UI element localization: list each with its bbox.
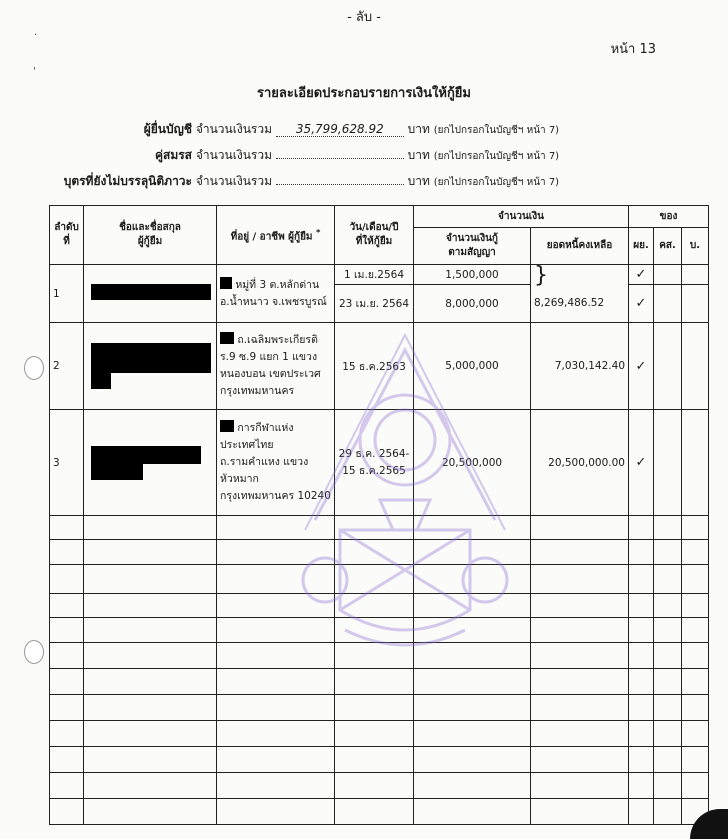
- empty-table-row: [50, 747, 709, 773]
- empty-cell: [531, 594, 629, 618]
- empty-cell: [335, 669, 414, 695]
- summary-total-label: จำนวนเงินรวม: [195, 174, 272, 188]
- empty-cell: [84, 669, 217, 695]
- empty-cell: [654, 594, 682, 618]
- emblem-watermark: [285, 330, 525, 660]
- empty-cell: [50, 618, 84, 643]
- redaction-bar: [91, 373, 111, 389]
- empty-cell: [682, 594, 709, 618]
- empty-cell: [531, 695, 629, 721]
- cell-balance: 20,500,000.00: [531, 410, 629, 516]
- binder-hole: [24, 640, 44, 664]
- empty-cell: [531, 773, 629, 799]
- redaction-bar: [220, 420, 234, 432]
- empty-cell: [682, 695, 709, 721]
- summary-currency: บาท: [407, 148, 430, 162]
- brace-mark: }: [534, 263, 548, 288]
- empty-cell: [414, 799, 531, 825]
- header-text: ที่อยู่ / อาชีพ ผู้กู้ยืม: [230, 231, 313, 243]
- empty-cell: [654, 695, 682, 721]
- summary-note: (ยกไปกรอกในบัญชีฯ หน้า 7): [433, 151, 560, 162]
- empty-cell: [84, 721, 217, 747]
- scan-speck: ·: [34, 30, 38, 41]
- empty-cell: [682, 643, 709, 669]
- empty-cell: [654, 773, 682, 799]
- cell-check-spouse: [654, 410, 682, 516]
- col-header-date: [335, 206, 414, 265]
- emblem-base-ribbon: [345, 630, 465, 645]
- summary-total-label: จำนวนเงินรวม: [195, 148, 272, 162]
- summary-row-minor-children: [20, 172, 559, 191]
- col-header-owner-group: ของ: [629, 206, 709, 228]
- empty-cell: [84, 747, 217, 773]
- empty-cell: [629, 516, 654, 540]
- empty-cell: [682, 721, 709, 747]
- empty-cell: [217, 799, 335, 825]
- summary-amount: 35,799,628.92: [276, 122, 404, 137]
- empty-cell: [531, 540, 629, 565]
- summary-row-spouse: [96, 146, 559, 165]
- empty-cell: [335, 747, 414, 773]
- empty-cell: [50, 565, 84, 594]
- empty-cell: [629, 565, 654, 594]
- empty-cell: [84, 565, 217, 594]
- empty-cell: [217, 721, 335, 747]
- cell-date: 1 เม.ย.2564: [335, 265, 414, 285]
- binder-hole: [24, 356, 44, 380]
- empty-cell: [531, 747, 629, 773]
- empty-cell: [654, 669, 682, 695]
- empty-table-row: [50, 773, 709, 799]
- empty-cell: [654, 799, 682, 825]
- summary-currency: บาท: [407, 174, 430, 188]
- empty-cell: [50, 721, 84, 747]
- empty-cell: [217, 669, 335, 695]
- empty-cell: [335, 695, 414, 721]
- cell-check-filer: ✓: [629, 323, 654, 410]
- cell-check-child: [682, 285, 709, 323]
- empty-cell: [84, 594, 217, 618]
- redaction-bar: [220, 332, 234, 344]
- empty-cell: [50, 747, 84, 773]
- redaction-bar: [91, 464, 143, 480]
- cell-check-filer: ✓: [629, 265, 654, 285]
- empty-cell: [531, 669, 629, 695]
- cell-date: 23 เม.ย. 2564: [335, 285, 414, 323]
- empty-cell: [629, 594, 654, 618]
- classification-label: - ลับ -: [347, 10, 381, 25]
- summary-total-label: จำนวนเงินรวม: [195, 122, 272, 136]
- empty-cell: [84, 773, 217, 799]
- empty-cell: [50, 594, 84, 618]
- empty-cell: [629, 773, 654, 799]
- col-header-owner-child: บ.: [682, 228, 709, 265]
- address-text: หมู่ที่ 3 ต.หลักด่าน อ.น้ำหนาว จ.เพชรบูรณ์: [220, 278, 327, 308]
- cell-contract: 1,500,000: [414, 265, 531, 285]
- address-text: ถ.เฉลิมพระเกียรติ ร.9 ซ.9 แยก 1 แขวงหนองบอน เขตประเวศ กรุงเทพมหานคร: [220, 334, 321, 397]
- col-header-owner-filer: ผย.: [629, 228, 654, 265]
- empty-cell: [217, 695, 335, 721]
- cell-no: 3: [50, 410, 84, 516]
- empty-cell: [629, 799, 654, 825]
- cell-balance: 7,030,142.40: [531, 323, 629, 410]
- cell-contract: 5,000,000: [414, 323, 531, 410]
- empty-cell: [50, 669, 84, 695]
- empty-cell: [84, 799, 217, 825]
- summary-note: (ยกไปกรอกในบัญชีฯ หน้า 7): [433, 125, 560, 136]
- empty-cell: [84, 618, 217, 643]
- empty-cell: [629, 618, 654, 643]
- col-header-amount-group: จำนวนเงิน: [414, 206, 629, 228]
- cell-name: [84, 265, 217, 323]
- empty-table-row: [50, 799, 709, 825]
- empty-cell: [682, 516, 709, 540]
- empty-cell: [531, 565, 629, 594]
- emblem-arch-outline: [315, 350, 495, 520]
- page-number: หน้า 13: [610, 42, 656, 57]
- cell-check-spouse: [654, 323, 682, 410]
- redaction-group: [87, 446, 213, 480]
- page-title: รายละเอียดประกอบรายการเงินให้กู้ยืม: [256, 86, 471, 101]
- col-header-contract: [414, 228, 531, 265]
- emblem-inner-circle: [375, 410, 435, 470]
- empty-table-row: [50, 695, 709, 721]
- balance-value: 8,269,486.52: [534, 297, 605, 309]
- col-header-name: [84, 206, 217, 265]
- empty-table-row: [50, 721, 709, 747]
- col-header-owner-spouse: คส.: [654, 228, 682, 265]
- col-header-address: [217, 206, 335, 265]
- empty-cell: [531, 799, 629, 825]
- empty-cell: [629, 747, 654, 773]
- empty-cell: [50, 695, 84, 721]
- header-text: ที่ให้กู้ยืม: [355, 236, 393, 247]
- empty-cell: [50, 516, 84, 540]
- empty-cell: [84, 516, 217, 540]
- table-row: [50, 265, 709, 285]
- empty-cell: [531, 516, 629, 540]
- cell-address: [217, 265, 335, 323]
- empty-cell: [84, 695, 217, 721]
- col-header-balance: ยอดหนี้คงเหลือ: [531, 228, 629, 265]
- redaction-bar: [91, 343, 211, 373]
- empty-cell: [84, 643, 217, 669]
- empty-cell: [629, 643, 654, 669]
- address-text: การกีฬาแห่งประเทศไทย ถ.รามคำแหง แขวงหัวหมาก กรุงเทพมหานคร 10240: [220, 422, 331, 502]
- empty-cell: [654, 540, 682, 565]
- empty-cell: [629, 695, 654, 721]
- emblem-shield-cross: [340, 530, 470, 610]
- empty-cell: [531, 618, 629, 643]
- empty-cell: [629, 669, 654, 695]
- emblem-pedestal: [380, 500, 430, 530]
- empty-cell: [682, 540, 709, 565]
- empty-cell: [335, 799, 414, 825]
- empty-cell: [629, 540, 654, 565]
- redaction-bar: [220, 277, 232, 289]
- cell-no: 2: [50, 323, 84, 410]
- col-header-no: [50, 206, 84, 265]
- empty-cell: [335, 721, 414, 747]
- empty-cell: [682, 747, 709, 773]
- empty-cell: [682, 773, 709, 799]
- empty-cell: [414, 773, 531, 799]
- empty-cell: [414, 721, 531, 747]
- empty-cell: [654, 618, 682, 643]
- header-text: จำนวนเงินกู้: [446, 233, 498, 244]
- cell-check-filer: ✓: [629, 410, 654, 516]
- empty-cell: [50, 773, 84, 799]
- empty-cell: [414, 695, 531, 721]
- empty-cell: [682, 669, 709, 695]
- empty-cell: [414, 747, 531, 773]
- cell-check-child: [682, 323, 709, 410]
- summary-label: คู่สมรส: [154, 148, 192, 162]
- empty-cell: [531, 643, 629, 669]
- cell-balance: [531, 265, 629, 323]
- summary-label: ผู้ยื่นบัญชี: [143, 122, 192, 136]
- cell-check-child: [682, 265, 709, 285]
- header-text: ผู้กู้ยืม: [137, 236, 163, 247]
- header-text: วัน/เดือน/ปี: [349, 222, 399, 233]
- empty-cell: [682, 565, 709, 594]
- cell-date: 15 ธ.ค.2563: [335, 323, 414, 410]
- cell-contract: 20,500,000: [414, 410, 531, 516]
- empty-cell: [217, 773, 335, 799]
- cell-contract: 8,000,000: [414, 285, 531, 323]
- empty-cell: [50, 799, 84, 825]
- header-text: ลำดับ: [54, 222, 79, 233]
- empty-cell: [629, 721, 654, 747]
- redaction-bar: [91, 284, 211, 300]
- empty-cell: [654, 747, 682, 773]
- redaction-group: [87, 343, 213, 389]
- cell-check-spouse: [654, 265, 682, 285]
- summary-label: บุตรที่ยังไม่บรรลุนิติภาวะ: [63, 174, 192, 188]
- empty-cell: [654, 721, 682, 747]
- empty-cell: [50, 643, 84, 669]
- summary-amount: [276, 184, 404, 185]
- emblem-shield: [340, 530, 470, 630]
- header-asterisk: *: [316, 227, 321, 238]
- empty-cell: [531, 721, 629, 747]
- cell-no: 1: [50, 265, 84, 323]
- cell-name: [84, 410, 217, 516]
- empty-cell: [654, 516, 682, 540]
- summary-amount: [276, 158, 404, 159]
- empty-cell: [654, 643, 682, 669]
- empty-cell: [217, 747, 335, 773]
- redaction-bar: [91, 446, 201, 464]
- empty-cell: [335, 773, 414, 799]
- summary-note: (ยกไปกรอกในบัญชีฯ หน้า 7): [433, 177, 560, 188]
- empty-cell: [50, 540, 84, 565]
- summary-currency: บาท: [407, 122, 430, 136]
- cell-check-spouse: [654, 285, 682, 323]
- header-text: ที่: [63, 236, 70, 247]
- scan-speck: ': [33, 66, 36, 77]
- cell-check-filer: ✓: [629, 285, 654, 323]
- empty-cell: [682, 618, 709, 643]
- header-text: ชื่อและชื่อสกุล: [119, 222, 181, 233]
- cell-date: 29 ธ.ค. 2564-15 ธ.ค.2565: [335, 410, 414, 516]
- empty-cell: [654, 565, 682, 594]
- empty-table-row: [50, 669, 709, 695]
- table-header-row: [50, 206, 709, 228]
- header-text: ตามสัญญา: [448, 247, 496, 258]
- empty-cell: [414, 669, 531, 695]
- empty-cell: [84, 540, 217, 565]
- cell-name: [84, 323, 217, 410]
- summary-row-filer: [96, 120, 559, 139]
- cell-check-child: [682, 410, 709, 516]
